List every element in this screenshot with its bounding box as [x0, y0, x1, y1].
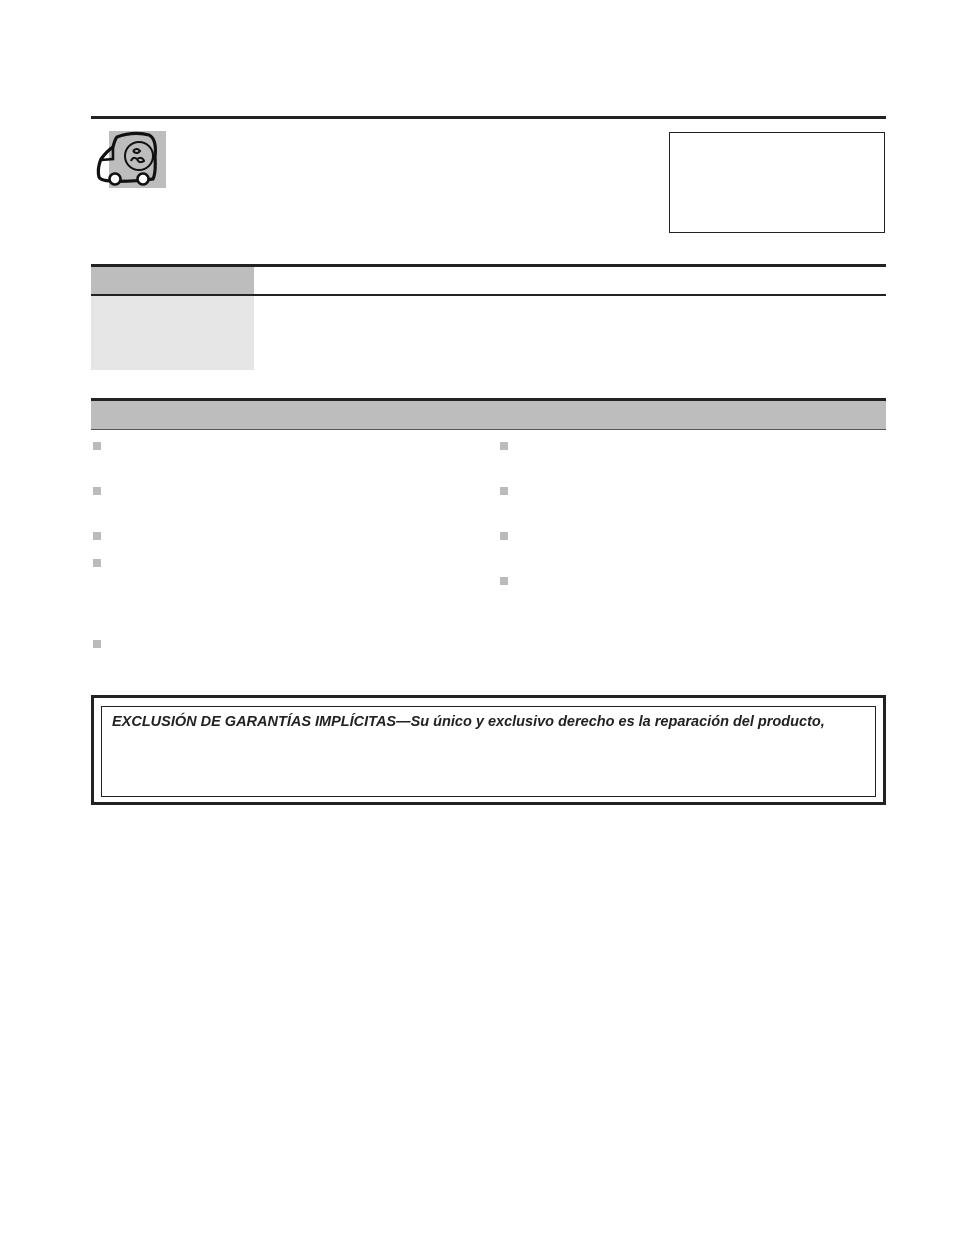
square-bullet-icon [500, 487, 508, 495]
square-bullet-icon [500, 532, 508, 540]
square-bullet-icon [93, 532, 101, 540]
top-rule [91, 116, 886, 119]
exclusion-notice-box [91, 695, 886, 805]
table-2-header-rule [91, 429, 886, 430]
table-1-label-cell [91, 296, 254, 370]
exclusion-notice-inner-frame [101, 706, 876, 797]
staple-receipt-box [669, 132, 885, 233]
service-truck-icon [93, 129, 173, 191]
table-1-header-cell [91, 267, 254, 294]
square-bullet-icon [93, 487, 101, 495]
square-bullet-icon [93, 442, 101, 450]
square-bullet-icon [93, 640, 101, 648]
exclusion-notice-text: EXCLUSIÓN DE GARANTÍAS IMPLÍCITAS—Su único y exclusivo derecho es la reparación del producto, [112, 714, 825, 730]
square-bullet-icon [500, 442, 508, 450]
square-bullet-icon [93, 559, 101, 567]
service-truck-logo [109, 131, 166, 188]
table-2-header [91, 401, 886, 429]
square-bullet-icon [500, 577, 508, 585]
